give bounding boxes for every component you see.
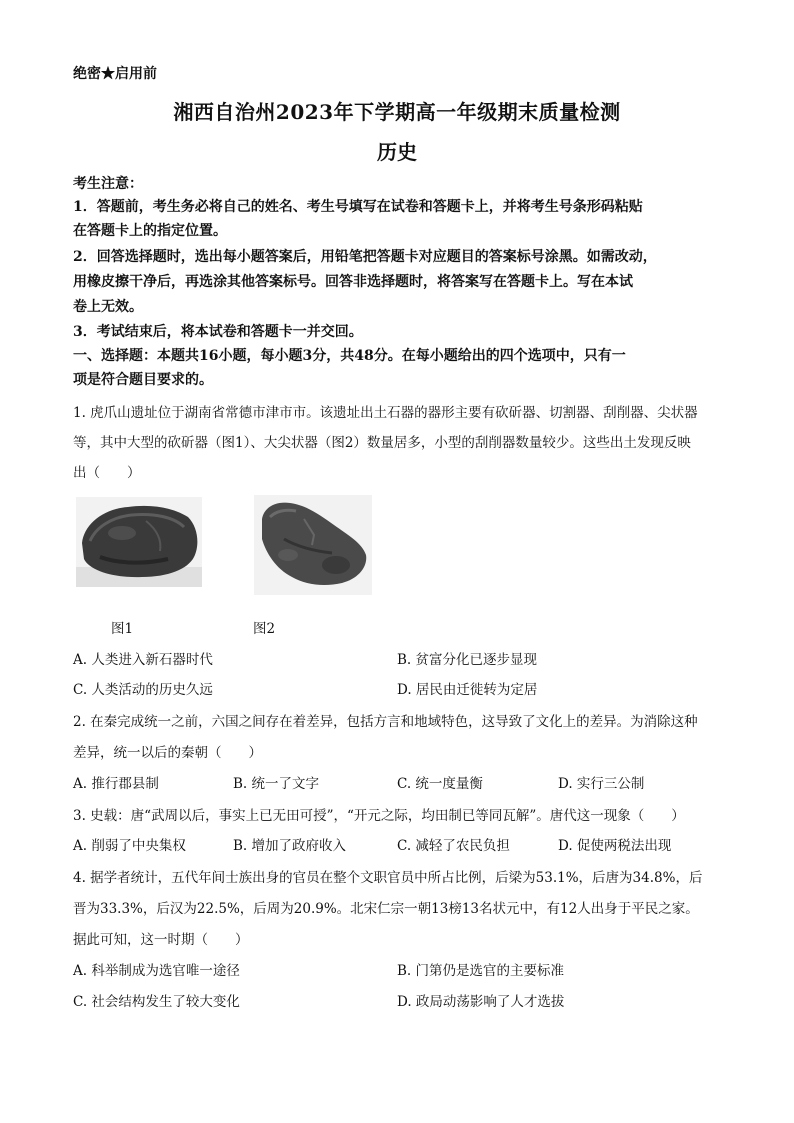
question-2-stem: 2. 在秦完成统一之前，六国之间存在着差异，包括方言和地域特色，这导致了文化上的差异。为消除这种 <box>73 714 698 730</box>
question-3-stem: 3. 史载：唐“武周以后，事实上已无田可授”，“开元之际，均田制已等同瓦解”。唐代这一现象（ ） <box>73 808 685 824</box>
option[interactable]: D. 政局动荡影响了人才选拔 <box>397 994 565 1010</box>
figure-2-stone-point-image <box>254 495 372 595</box>
option[interactable]: C. 人类活动的历史久远 <box>73 682 213 698</box>
notice-line: 3．考试结束后，将本试卷和答题卡一并交回。 <box>73 324 363 340</box>
question-4-stem: 晋为33.3%，后汉为22.5%，后周为20.9%。北宋仁宗一朝13榜13名状元中，有12人出身于平民之家。 <box>73 901 699 917</box>
figure-1-stone-chopper-image <box>76 497 202 587</box>
option[interactable]: C. 社会结构发生了较大变化 <box>73 994 240 1010</box>
confidential-mark: 绝密★启用前 <box>73 66 157 82</box>
option[interactable]: B. 统一了文字 <box>233 776 320 792</box>
subject-title: 历史 <box>377 140 417 164</box>
option[interactable]: C. 统一度量衡 <box>397 776 483 792</box>
notice-line: 2．回答选择题时，选出每小题答案后，用铅笔把答题卡对应题目的答案标号涂黑。如需改动， <box>73 249 657 265</box>
question-4-stem: 据此可知，这一时期（ ） <box>73 932 249 948</box>
option[interactable]: A. 推行郡县制 <box>73 776 159 792</box>
option[interactable]: A. 削弱了中央集权 <box>73 838 186 854</box>
figure-1-caption: 图1 <box>111 621 134 637</box>
figure-2-caption: 图2 <box>253 621 276 637</box>
option[interactable]: D. 实行三公制 <box>558 776 645 792</box>
notice-line: 1．答题前，考生务必将自己的姓名、考生号填写在试卷和答题卡上，并将考生号条形码粘贴 <box>73 199 643 215</box>
question-1-stem: 出（ ） <box>73 465 141 481</box>
option[interactable]: B. 门第仍是选官的主要标准 <box>397 963 565 979</box>
option[interactable]: B. 增加了政府收入 <box>233 838 347 854</box>
option[interactable]: A. 科举制成为选官唯一途径 <box>73 963 240 979</box>
section-heading: 项是符合题目要求的。 <box>73 372 213 388</box>
question-4-stem: 4. 据学者统计，五代年间士族出身的官员在整个文职官员中所占比例，后梁为53.1%，后唐为34.8%，后 <box>73 870 703 886</box>
option[interactable]: C. 减轻了农民负担 <box>397 838 510 854</box>
notice-heading: 考生注意： <box>73 176 143 192</box>
exam-title: 湘西自治州2023年下学期高一年级期末质量检测 <box>173 100 621 124</box>
section-heading: 一、选择题：本题共16小题，每小题3分，共48分。在每小题给出的四个选项中，只有一 <box>73 348 626 364</box>
question-1-stem: 1. 虎爪山遗址位于湖南省常德市津市市。该遗址出土石器的器形主要有砍斫器、切割器、刮削器、尖状器 <box>73 405 698 421</box>
question-1-stem: 等，其中大型的砍斫器（图1）、大尖状器（图2）数量居多，小型的刮削器数量较少。这些出土发现反映 <box>73 435 691 451</box>
option[interactable]: D. 促使两税法出现 <box>558 838 672 854</box>
option[interactable]: B. 贫富分化已逐步显现 <box>397 652 538 668</box>
notice-line: 用橡皮擦干净后，再选涂其他答案标号。回答非选择题时，将答案写在答题卡上。写在本试 <box>73 274 633 290</box>
question-2-stem: 差异，统一以后的秦朝（ ） <box>73 745 262 761</box>
notice-line: 卷上无效。 <box>73 299 143 315</box>
option[interactable]: A. 人类进入新石器时代 <box>73 652 213 668</box>
option[interactable]: D. 居民由迁徙转为定居 <box>397 682 538 698</box>
notice-line: 在答题卡上的指定位置。 <box>73 223 227 239</box>
